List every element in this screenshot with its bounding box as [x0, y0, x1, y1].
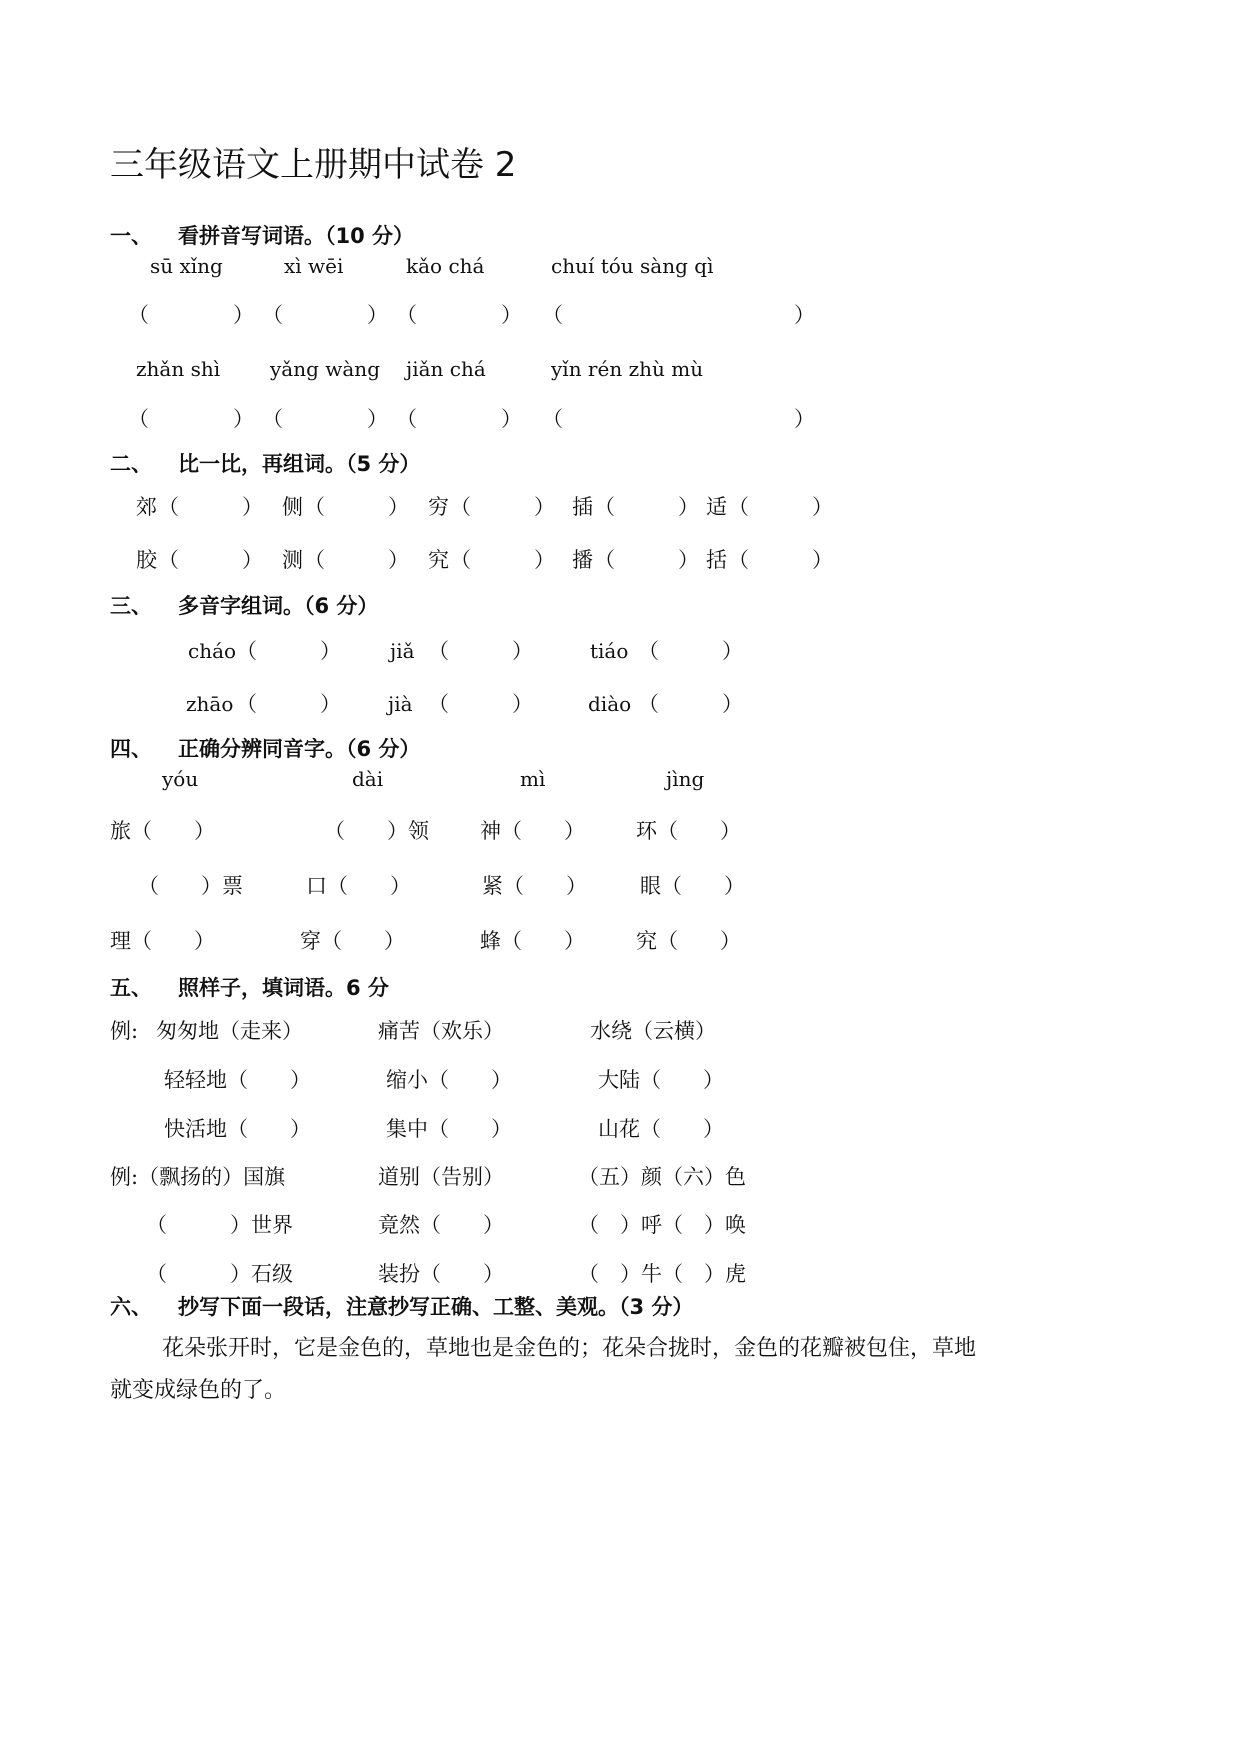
pinyin: kǎo chá: [406, 254, 485, 278]
copy-paragraph-line: 花朵张开时，它是金色的，草地也是金色的；花朵合拢时，金色的花瓣被包住，草地: [162, 1336, 977, 1361]
answer-blank[interactable]: （ ）: [638, 692, 743, 716]
char: 郊: [136, 495, 157, 519]
pinyin: chuí tóu sàng qì: [551, 254, 714, 278]
fill-item[interactable]: 山花（ ）: [598, 1117, 724, 1141]
homophone-item[interactable]: （ ）票: [138, 874, 243, 898]
fill-item[interactable]: （ ）呼（ ）唤: [578, 1213, 746, 1237]
example-item: 例:（飘扬的）国旗: [110, 1165, 286, 1189]
pinyin: jìng: [666, 767, 705, 791]
pinyin: yǐn rén zhù mù: [551, 357, 704, 381]
pinyin: sū xǐng: [150, 254, 223, 278]
section-2-heading: 比一比，再组词。（5 分）: [178, 452, 421, 476]
section-3-heading: 多音字组词。（6 分）: [178, 594, 379, 618]
answer-blank[interactable]: （ ）: [638, 639, 743, 663]
fill-item[interactable]: 快活地（ ）: [164, 1117, 311, 1141]
section-1-number: 一、: [110, 224, 152, 248]
example-item: 痛苦（欢乐）: [378, 1019, 504, 1043]
fill-item[interactable]: 轻轻地（ ）: [164, 1068, 311, 1092]
homophone-item[interactable]: 穿（ ）: [300, 929, 405, 953]
homophone-item[interactable]: 环（ ）: [636, 819, 741, 843]
answer-blank[interactable]: （ ）: [236, 692, 341, 716]
char: 播: [572, 548, 593, 572]
section-4-heading: 正确分辨同音字。（6 分）: [178, 737, 421, 761]
answer-blank[interactable]: （ ）: [542, 407, 815, 431]
example-item: （五）颜（六）色: [578, 1165, 746, 1189]
copy-paragraph-line: 就变成绿色的了。: [110, 1378, 287, 1403]
homophone-item[interactable]: 口（ ）: [306, 874, 411, 898]
answer-blank[interactable]: （ ）: [304, 548, 409, 572]
fill-item[interactable]: 大陆（ ）: [598, 1068, 724, 1092]
pinyin: cháo: [188, 639, 237, 663]
section-3-number: 三、: [110, 594, 152, 618]
example-item: 匆匆地（走来）: [156, 1019, 303, 1043]
answer-blank[interactable]: （ ）: [450, 548, 555, 572]
fill-item[interactable]: 集中（ ）: [386, 1117, 512, 1141]
answer-blank[interactable]: （ ）: [396, 407, 522, 431]
pinyin: jià: [388, 692, 413, 716]
section-4-number: 四、: [110, 737, 152, 761]
homophone-item[interactable]: 旅（ ）: [110, 819, 215, 843]
homophone-item[interactable]: 蜂（ ）: [480, 929, 585, 953]
answer-blank[interactable]: （ ）: [128, 303, 254, 327]
pinyin: xì wēi: [284, 254, 344, 278]
homophone-item[interactable]: 紧（ ）: [482, 874, 587, 898]
pinyin: zhāo: [186, 692, 234, 716]
pinyin: zhǎn shì: [136, 357, 221, 381]
pinyin: yóu: [162, 767, 199, 791]
pinyin: mì: [520, 767, 546, 791]
char: 穷: [428, 495, 449, 519]
answer-blank[interactable]: （ ）: [594, 548, 699, 572]
answer-blank[interactable]: （ ）: [304, 495, 409, 519]
char: 插: [572, 495, 593, 519]
example-label: 例:: [110, 1019, 139, 1043]
section-5-number: 五、: [110, 976, 152, 1000]
fill-item[interactable]: 缩小（ ）: [386, 1068, 512, 1092]
answer-blank[interactable]: （ ）: [158, 495, 263, 519]
page-title: 三年级语文上册期中试卷 2: [110, 145, 517, 185]
answer-blank[interactable]: （ ）: [450, 495, 555, 519]
fill-item[interactable]: （ ）石级: [146, 1262, 293, 1286]
pinyin: jiǎn chá: [406, 357, 486, 381]
homophone-item[interactable]: 究（ ）: [636, 929, 741, 953]
answer-blank[interactable]: （ ）: [262, 407, 388, 431]
char: 究: [428, 548, 449, 572]
answer-blank[interactable]: （ ）: [236, 639, 341, 663]
answer-blank[interactable]: （ ）: [128, 407, 254, 431]
homophone-item[interactable]: （ ）领: [324, 819, 429, 843]
answer-blank[interactable]: （ ）: [428, 692, 533, 716]
fill-item[interactable]: 竟然（ ）: [378, 1213, 504, 1237]
answer-blank[interactable]: （ ）: [396, 303, 522, 327]
homophone-item[interactable]: 神（ ）: [480, 819, 585, 843]
section-6-heading: 抄写下面一段话，注意抄写正确、工整、美观。（3 分）: [178, 1295, 694, 1319]
answer-blank[interactable]: （ ）: [158, 548, 263, 572]
char: 胶: [136, 548, 157, 572]
section-1-heading: 看拼音写词语。（10 分）: [178, 224, 415, 248]
pinyin: yǎng wàng: [270, 357, 380, 381]
answer-blank[interactable]: （ ）: [428, 639, 533, 663]
pinyin: diào: [588, 692, 632, 716]
answer-blank[interactable]: （ ）: [542, 303, 815, 327]
section-5-heading: 照样子，填词语。6 分: [178, 976, 389, 1000]
example-item: 水绕（云横）: [590, 1019, 716, 1043]
section-2-number: 二、: [110, 452, 152, 476]
section-6-number: 六、: [110, 1295, 152, 1319]
example-item: 道别（告别）: [378, 1165, 504, 1189]
answer-blank[interactable]: （ ）: [594, 495, 699, 519]
char: 测: [282, 548, 303, 572]
char: 侧: [282, 495, 303, 519]
fill-item[interactable]: （ ）世界: [146, 1213, 293, 1237]
answer-blank[interactable]: （ ）: [728, 548, 833, 572]
fill-item[interactable]: 装扮（ ）: [378, 1262, 504, 1286]
homophone-item[interactable]: 眼（ ）: [640, 874, 745, 898]
answer-blank[interactable]: （ ）: [262, 303, 388, 327]
answer-blank[interactable]: （ ）: [728, 495, 833, 519]
pinyin: jiǎ: [390, 639, 415, 663]
homophone-item[interactable]: 理（ ）: [110, 929, 215, 953]
pinyin: dài: [352, 767, 384, 791]
pinyin: tiáo: [590, 639, 629, 663]
char: 括: [706, 548, 727, 572]
char: 适: [706, 495, 727, 519]
fill-item[interactable]: （ ）牛（ ）虎: [578, 1262, 746, 1286]
